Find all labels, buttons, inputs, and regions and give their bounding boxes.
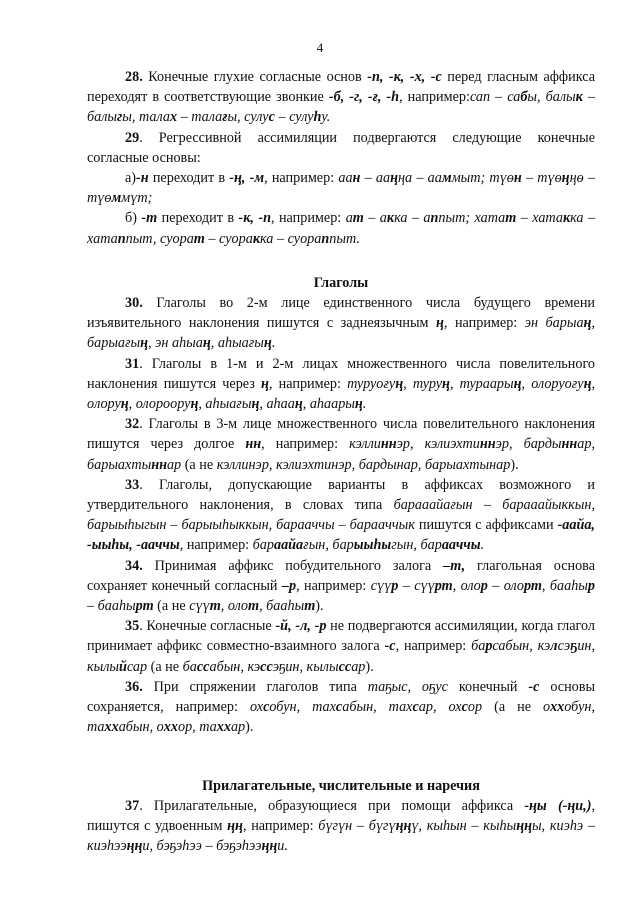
paragraph-37: 37. Прилагательные, образующиеся при помощи аффикса -ңы (-ңи,), пишутся с удвоенным ңң, например: бүгүн – бүгүңңү, кыһын – кыһыңңы, киэһэ – киэһээңңи, бэҕэһээ – бэҕэһээңңи. (87, 797, 595, 855)
paragraph-36: 36. При спряжении глаголов типа таҕыс, оҕус конечный -с основы сохраняется, например: охсобун, тахсабын, тахсар, охсор (а не оххобун, таххабын, оххор, таххар). (87, 678, 596, 736)
paragraph-34: 34. Принимая аффикс побудительного залога –т, глагольная основа сохраняет конечный согласный –р, например: сүүр – сүүрт, олор – олорт, бааһыр – бааһырт (а не сүүт, олот, бааһыт). (87, 557, 595, 615)
paragraph-30: 30. Глаголы во 2-м лице единственного числа будущего времени изъявительного наклонения пишутся с заднеязычным ң, например: эн барыаң, барыағың, эн аһыаң, аһыағың. (87, 295, 595, 352)
paragraph-29: 29. Регрессивной ассимиляции подвергаются следующие конечные согласные основы: (87, 129, 595, 166)
section-heading-adjectives: Прилагательные, числительные и наречия (202, 777, 480, 794)
paragraph-29-a: а)-н переходит в -ң, -м, например: аан – ааңңа – ааммыт; түөн – түөңңө – түөммүт; (87, 170, 595, 207)
paragraph-32: 32. Глаголы в 3-м лице множественного числа повелительного наклонения пишутся через долгое нн, например: кэллиннэр, кэлиэхтиннэр, бардыннар, барыахтыннар (а не кэллинэр, кэлиэхтинэр, бардынар, барыахтынар). (87, 416, 595, 473)
page-number: 4 (316, 40, 324, 55)
paragraph-31: 31. Глаголы в 1-м и 2-м лицах множественного числа повелительного наклонения пишутся через ң, например: туруоғуң, туруң, тураарың, олоруоғуң, oлоруң, олорооруң, аһыағың, аһааң, аһаарың. (87, 355, 595, 413)
section-heading-verbs: Глаголы (313, 274, 369, 291)
paragraph-35: 35. Конечные согласные -й, -л, -р не подвергаются ассимиляции, когда глагол принимает аффикс совместно-взаимного залога -с, например: барсабын, кэлсэҕин, кылыйсар (а не бассабын, кэссэҕин, кылыссар). (87, 618, 596, 675)
paragraph-29-b: б) -т переходит в -к, -п, например: ат – акка – аппыт; хатат – хатакка – хатаппыт, суорат – суоракка – суораппыт. (87, 210, 596, 247)
paragraph-33: 33. Глаголы, допускающие варианты в аффиксах возможного и утвердительного наклонения, в словах типа барааайағын – барааайыккын, барыыhыгын – барыыhыккын, барааччы – бараaччык пишутся с аффиксами -аайа, -ыыhы, -ааччы, например: бараайағын, барыыhыгын, барааччы. (87, 476, 595, 554)
document-body (87, 67, 595, 856)
paragraph-28: 28. Конечные глухие согласные основ -п, -к, -х, -с перед гласным аффикса переходят в соответствующие звонкие -б, -г, -ғ, -һ, например:сап – сабы, балык – балыгы, талах – талағы, сулус – сулуһу. (87, 69, 596, 126)
